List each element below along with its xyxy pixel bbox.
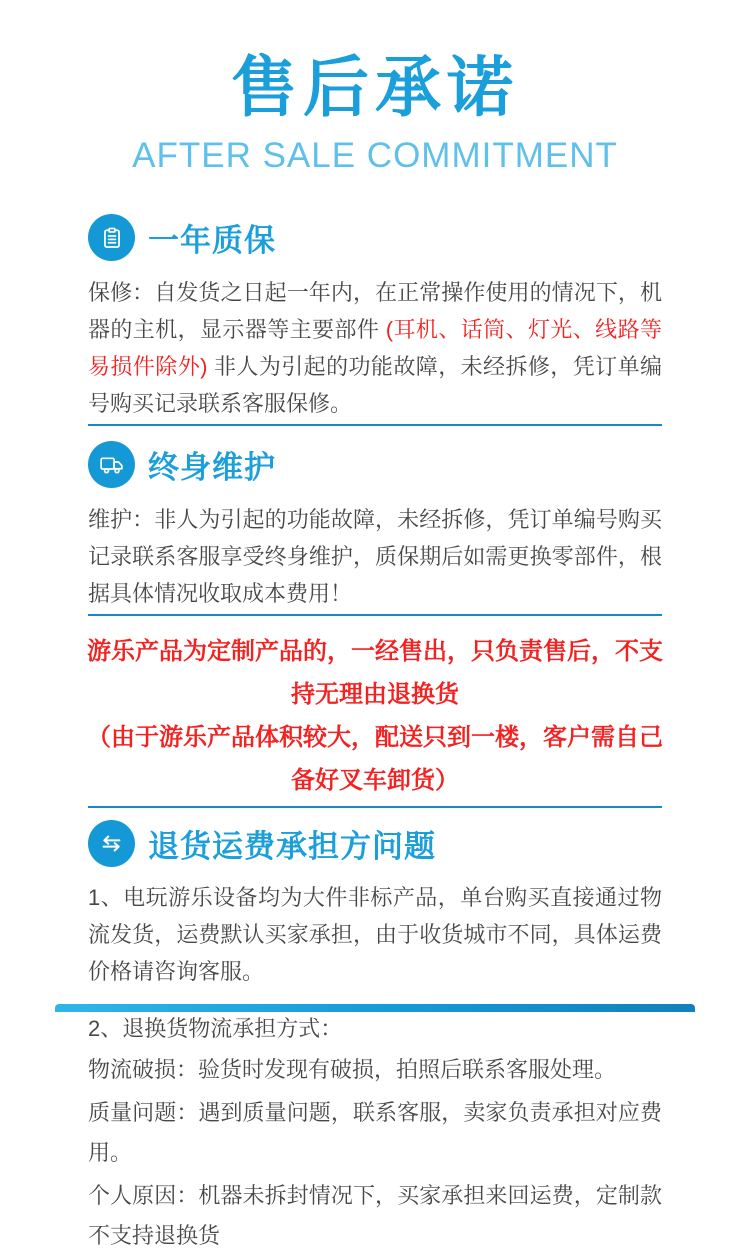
maintenance-section-title: 终身维护 (148, 450, 276, 485)
warranty-text-rest: 非人为引起的功能故障，未经拆修，凭订单编号购买记录联系客服保修。 (88, 354, 662, 416)
maintenance-text: 维护：非人为引起的功能故障，未经拆修，凭订单编号购买记录联系客服享受终身维护，质保期后如需更换零部件，根据具体情况收取成本费用！ (88, 507, 662, 606)
custom-product-notice (0, 630, 750, 802)
bottom-accent-bar (55, 1004, 695, 1012)
return-shipping-section-header (88, 820, 662, 867)
section-divider (88, 614, 662, 616)
return-shipping-item-personal: 个人原因：机器未拆封情况下，买家承担来回运费，定制款不支持退换货 (88, 1183, 662, 1248)
section-return-shipping (0, 820, 750, 1256)
warranty-section-title: 一年质保 (148, 223, 276, 258)
truck-icon (88, 441, 135, 488)
clipboard-icon (88, 214, 135, 261)
return-shipping-item-damage: 物流破损：验货时发现有破损，拍照后联系客服处理。 (88, 1057, 617, 1082)
section-warranty (0, 214, 750, 422)
warranty-section-header (88, 214, 662, 261)
warranty-text-exclusion: (耳机、话筒、灯光、线路等易损件除外) (88, 317, 662, 379)
return-shipping-section-title: 退货运费承担方问题 (148, 829, 436, 864)
notice-line-1: 游乐产品为定制产品的，一经售出，只负责售后，不支持无理由退换货 (87, 638, 663, 708)
notice-line-2: （由于游乐产品体积较大，配送只到一楼，客户需自己备好叉车卸货） (87, 724, 663, 794)
return-shipping-para1: 1、电玩游乐设备均为大件非标产品，单台购买直接通过物流发货，运费默认买家承担，由于收货城市不同，具体运费价格请咨询客服。 (88, 885, 662, 984)
section-divider (88, 806, 662, 808)
page-title: 售后承诺 (231, 50, 519, 124)
return-shipping-para2-title: 2、退换货物流承担方式： (88, 1016, 343, 1041)
return-shipping-item-quality: 质量问题：遇到质量问题，联系客服，卖家负责承担对应费用。 (88, 1100, 662, 1165)
page-subtitle: AFTER SALE COMMITMENT (132, 136, 618, 175)
swap-arrows-icon (88, 820, 135, 867)
warranty-text (88, 274, 662, 422)
section-maintenance (0, 441, 750, 612)
maintenance-section-header (88, 441, 662, 488)
section-divider (88, 424, 662, 426)
warranty-text-main: 保修：自发货之日起一年内，在正常操作使用的情况下，机器的主机，显示器等主要部件 (88, 280, 662, 342)
page-header (0, 0, 750, 176)
